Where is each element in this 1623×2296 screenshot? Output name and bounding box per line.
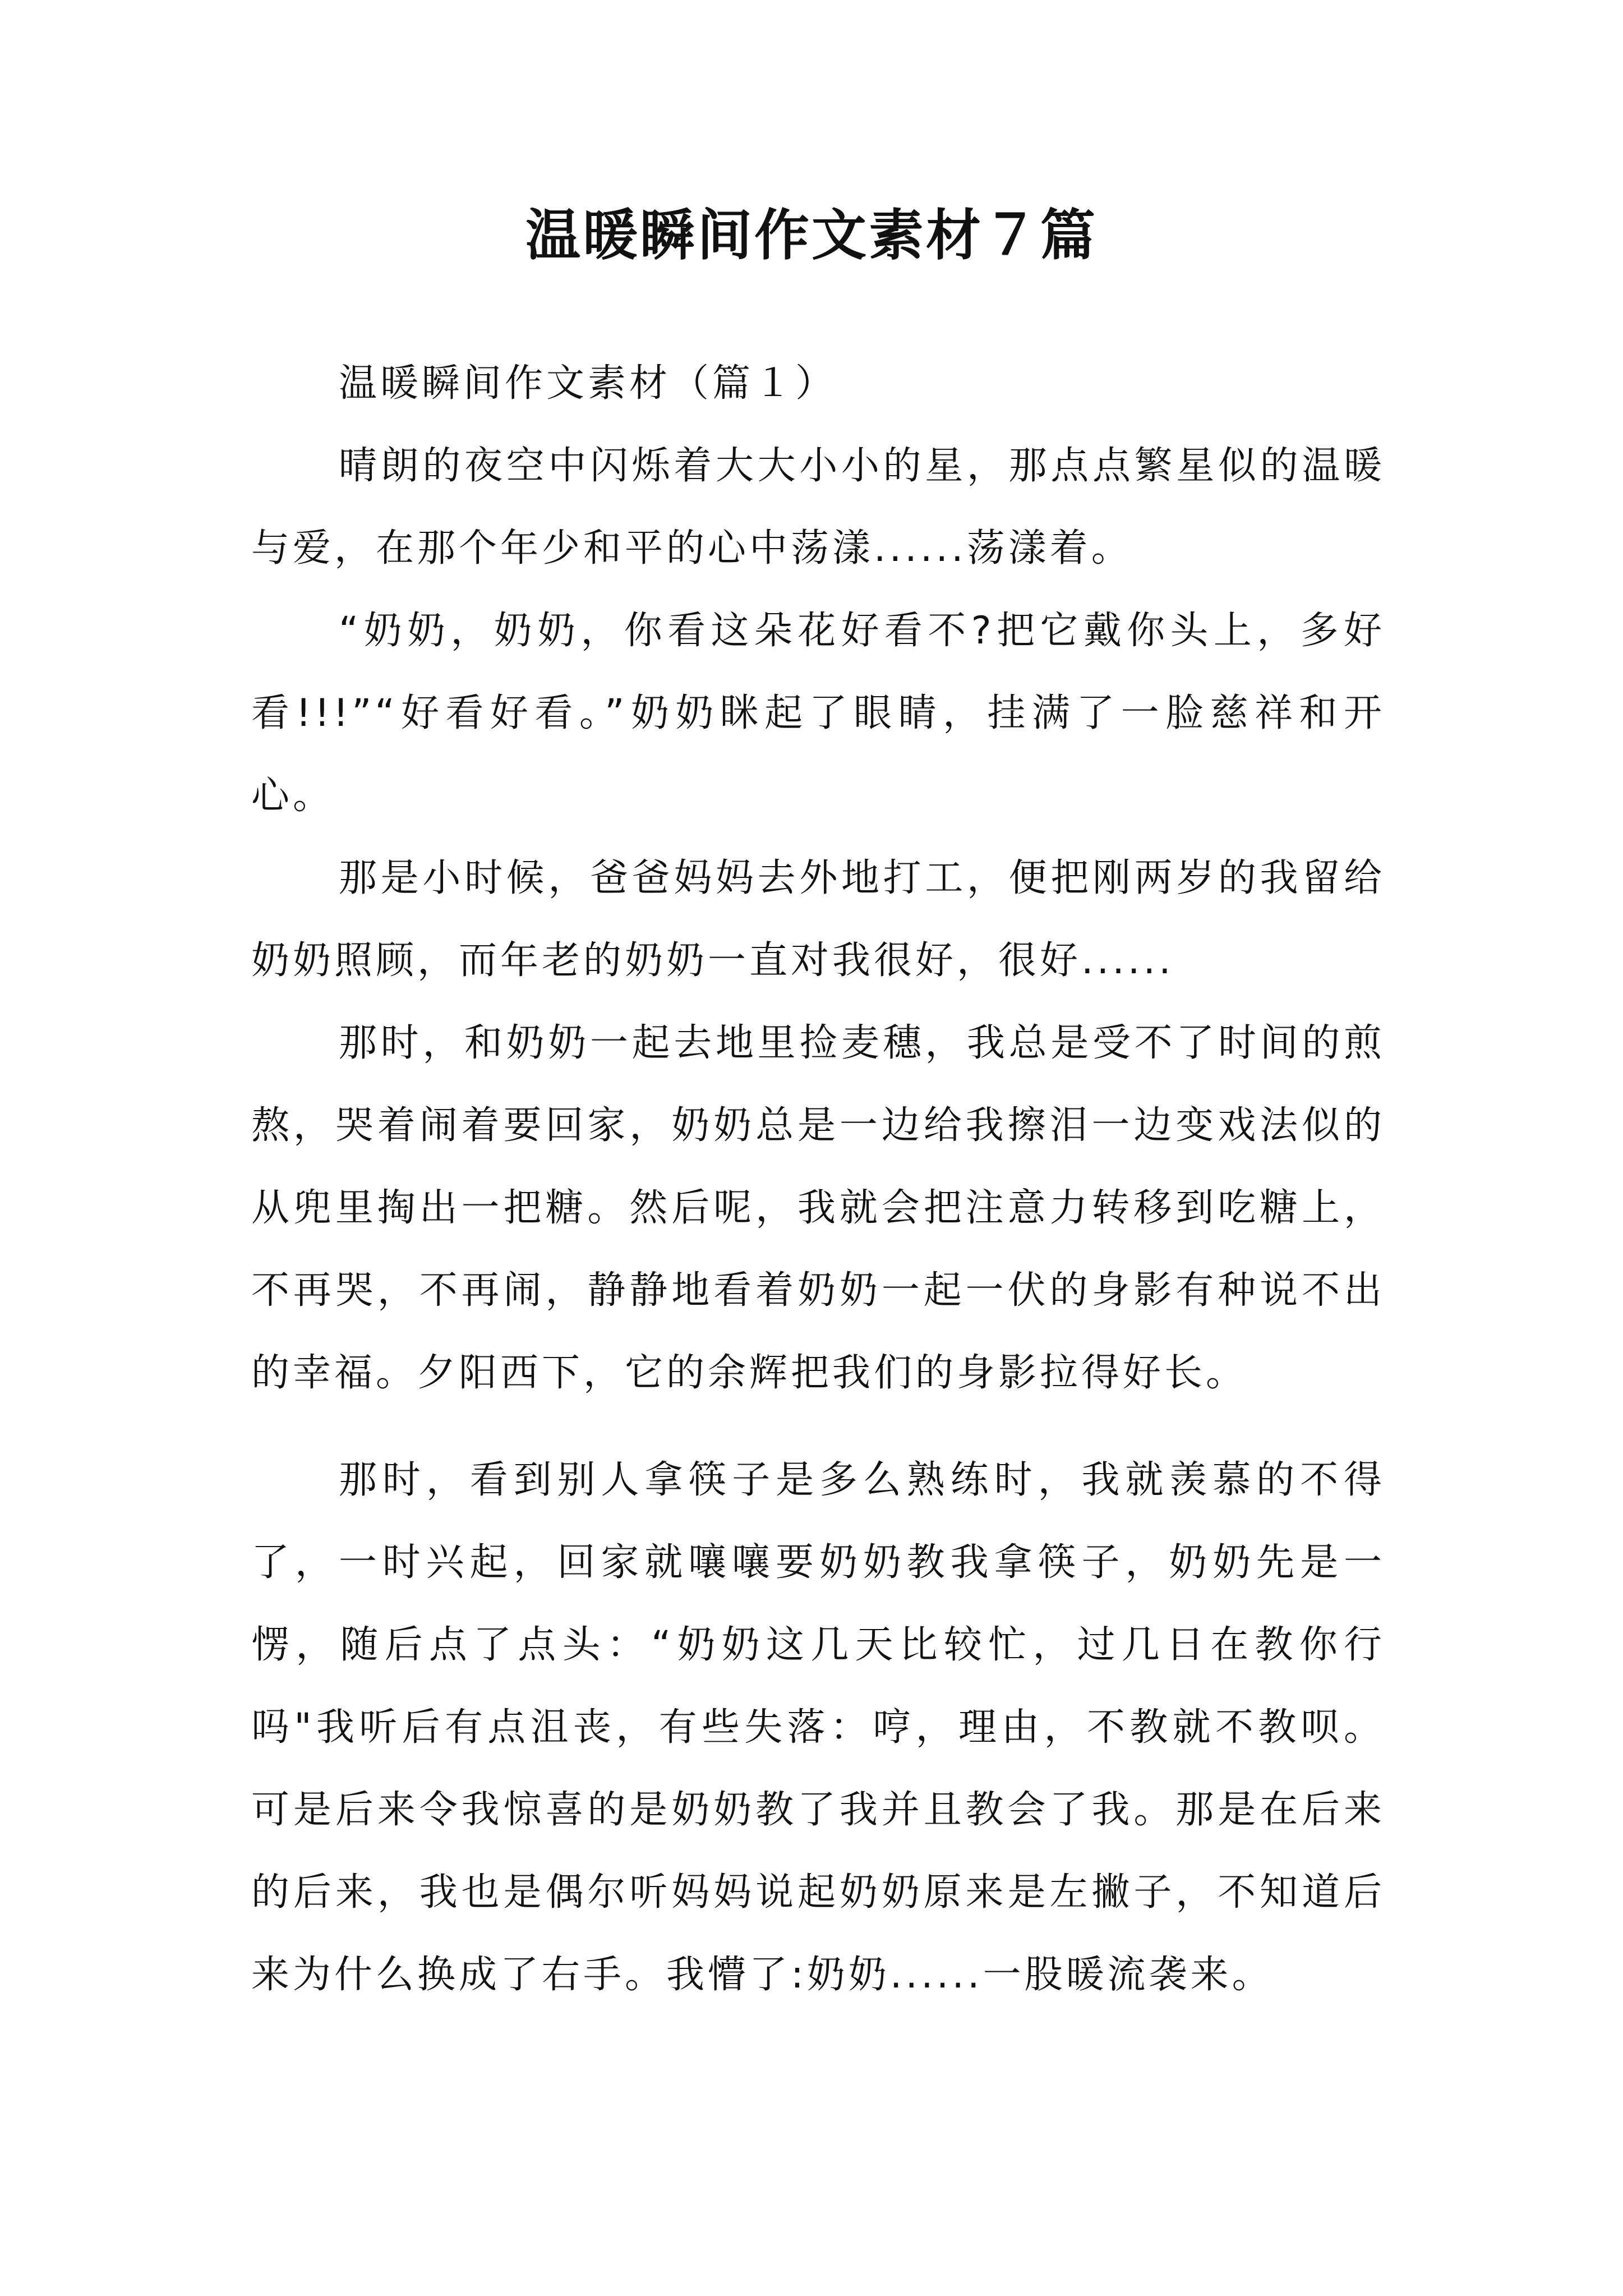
paragraph-4: 那时，和奶奶一起去地里捡麦穗，我总是受不了时间的煎熬，哭着闹着要回家，奶奶总是一边给我擦泪一边变戏法似的从兜里掏出一把糖。然后呢，我就会把注意力转移到吃糖上，不再哭，不再闹，静静地看着奶奶一起一伏的身影有种说不出的幸福。夕阳西下，它的余辉把我们的身影拉得好长。 (251, 1021, 1385, 1395)
paragraph-5: 那时，看到别人拿筷子是多么熟练时，我就羡慕的不得了，一时兴起，回家就嚷嚷要奶奶教我拿筷子，奶奶先是一愣，随后点了点头：“奶奶这几天比较忙，过几日在教你行吗"我听后有点沮丧，有些失落：哼，理由，不教就不教呗。可是后来令我惊喜的是奶奶教了我并且教会了我。那是在后来的后来，我也是偶尔听妈妈说起奶奶原来是左撇子，不知道后来为什么换成了右手。我懵了:奶奶......一股暖流袭来。 (251, 1458, 1385, 1997)
paragraph-1: 晴朗的夜空中闪烁着大大小小的星，那点点繁星似的温暖与爱，在那个年少和平的心中荡漾......荡漾着。 (251, 444, 1385, 570)
section-heading: 温暖瞬间作文素材（篇１） (339, 361, 837, 406)
document-body (251, 342, 1385, 2016)
paragraph-2: “奶奶，奶奶，你看这朵花好看不?把它戴你头上，多好看!!!”“好看好看。”奶奶眯起了眼睛，挂满了一脸慈祥和开心。 (251, 609, 1385, 818)
paragraph-3: 那是小时候，爸爸妈妈去外地打工，便把刚两岁的我留给奶奶照顾，而年老的奶奶一直对我很好，很好...... (251, 856, 1385, 983)
document-title: 温暖瞬间作文素材７篇 (525, 203, 1098, 268)
